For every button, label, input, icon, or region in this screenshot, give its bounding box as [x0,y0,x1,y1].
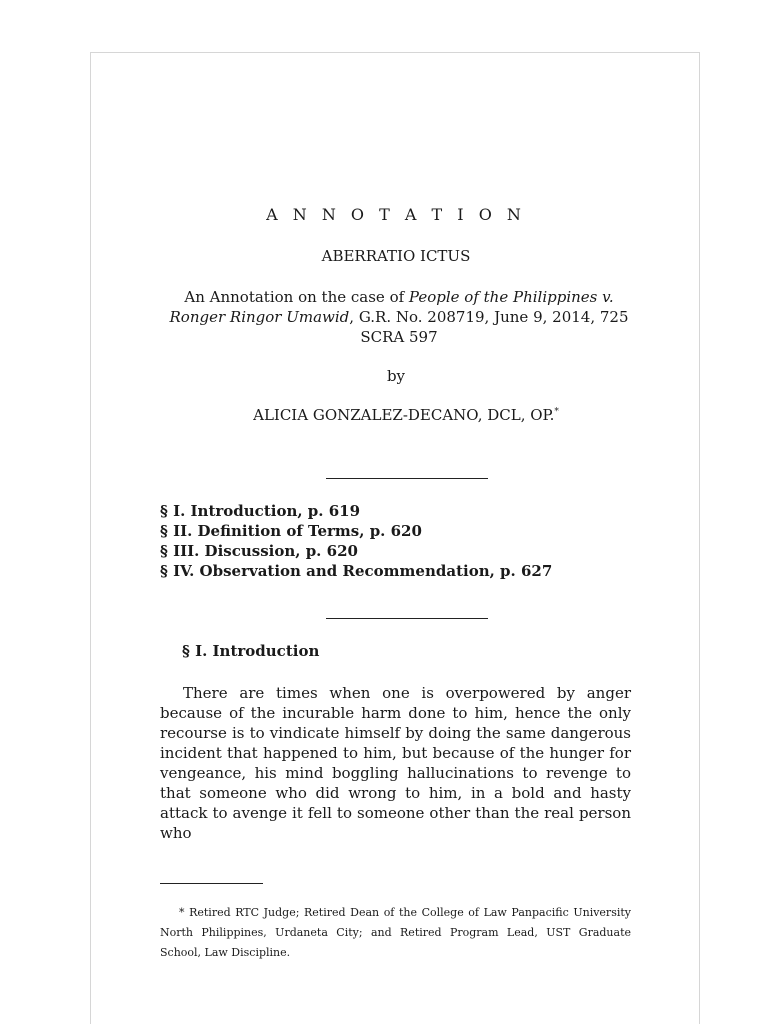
body-text [160,683,631,843]
toc-item: § I. Introduction, p. 619 [160,502,361,520]
body-paragraph: There are times when one is overpowered by anger because of the incurable harm done to him, hence the only recourse is to vindicate himself by doing the same dangerous incident that happened to him, but because of the hunger for vengeance, his mind boggling hallucinations to revenge to that someone who did wrong to him, in a bold and hasty attack to avenge it fell to someone other than the real person who [160,684,631,842]
case-citation: , G.R. No. 208719, June 9, 2014, 725 SCRA 597 [349,308,629,346]
author-line [91,406,721,424]
section-heading: § I. Introduction [182,642,320,660]
case-name: People of the Philippines v. Ronger Ringor Umawid [169,288,614,326]
toc-item: § II. Definition of Terms, p. 620 [160,522,422,540]
byline: by [386,367,406,385]
footnote-text: * Retired RTC Judge; Retired Dean of the College of Law Panpacific University North Philippines, Urdaneta City; and Retired Program Lead, UST Graduate School, Law Discipline. [160,906,631,959]
document-subtitle: ABERRATIO ICTUS [321,247,471,265]
document-title: A N N O T A T I O N [266,205,526,224]
author-name: ALICIA GONZALEZ-DECANO, DCL, OP. [253,406,555,424]
divider-bottom [326,618,488,619]
toc-item: § IV. Observation and Recommendation, p. 627 [160,562,553,580]
case-reference [159,287,639,347]
divider-top [326,478,488,479]
author-footnote-mark: * [554,407,559,417]
table-of-contents [160,501,630,581]
footnote [160,903,631,963]
toc-item: § III. Discussion, p. 620 [160,542,358,560]
footnote-divider [160,883,263,884]
document-page [90,52,700,1024]
case-intro: An Annotation on the case of [184,288,409,306]
